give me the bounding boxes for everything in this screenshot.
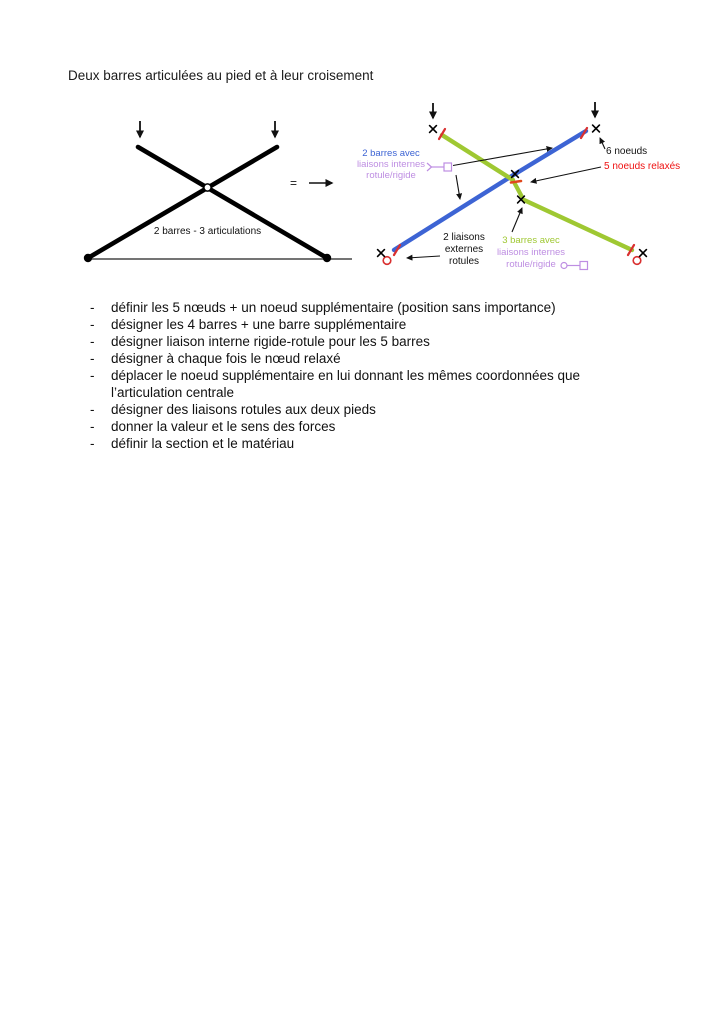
blue-bars-label-line1: 2 barres avec — [362, 148, 420, 159]
bar-left — [138, 147, 327, 258]
central-hinge-icon — [204, 184, 211, 191]
list-dash: - — [90, 419, 95, 434]
green-bars-label-line1: 3 barres avec — [502, 235, 560, 246]
list-item-text: déplacer le noeud supplémentaire en lui donnant les mêmes coordonnées que — [111, 368, 581, 383]
list-item — [90, 435, 635, 452]
blue-bars-label — [343, 148, 439, 181]
list-item-text: donner la valeur et le sens des forces — [111, 419, 336, 434]
blue-bars-label-line2: liaisons internes — [356, 159, 426, 170]
list-item-text: désigner des liaisons rotules aux deux pieds — [111, 402, 376, 417]
list-item — [90, 418, 635, 435]
external-links-line3: rotules — [448, 256, 479, 267]
list-item — [90, 401, 635, 418]
equals-sign: = — [290, 176, 298, 190]
green-bars-label-line3: rotule/rigide — [506, 259, 556, 270]
central-relaxed-tick-icon — [511, 181, 521, 183]
list-item — [90, 299, 635, 316]
green-bar-1 — [442, 135, 513, 180]
green-bars-label — [488, 235, 574, 271]
list-dash: - — [90, 368, 95, 383]
list-item-text: définir la section et le matériau — [111, 436, 295, 451]
list-item-text: définir les 5 nœuds + un noeud supplémentaire (position sans importance) — [111, 300, 556, 315]
external-hinge-icon — [383, 257, 391, 265]
support-pin-right — [323, 254, 331, 262]
list-item-text: l’articulation centrale — [111, 385, 235, 400]
list-item — [90, 367, 635, 401]
external-hinge-icon — [633, 257, 641, 265]
list-item-text: désigner les 4 barres + une barre supplémentaire — [111, 317, 407, 332]
force-arrow-icon — [433, 102, 595, 118]
list-item — [90, 316, 635, 333]
list-dash: - — [90, 351, 95, 366]
list-item — [90, 333, 635, 350]
list-item — [90, 350, 635, 367]
bar-right — [88, 147, 277, 258]
list-item-text: désigner à chaque fois le nœud relaxé — [111, 351, 341, 366]
force-arrow-icon — [140, 121, 275, 137]
relaxed-nodes-label: 5 noeuds relaxés — [604, 161, 681, 172]
green-bars-label-line2: liaisons internes — [496, 247, 566, 258]
left-truss-diagram — [84, 121, 352, 262]
list-dash: - — [90, 436, 95, 451]
left-diagram-caption: 2 barres - 3 articulations — [153, 226, 262, 237]
list-dash: - — [90, 334, 95, 349]
green-bar-link — [515, 183, 522, 196]
list-dash: - — [90, 317, 95, 332]
external-links-line1: 2 liaisons — [443, 232, 485, 243]
support-pin-left — [84, 254, 92, 262]
external-links-line2: externes — [444, 244, 484, 255]
page-title: Deux barres articulées au pied et à leur croisement — [68, 68, 374, 83]
blue-bars-label-line3: rotule/rigide — [366, 170, 416, 181]
list-dash: - — [90, 300, 95, 315]
list-dash: - — [90, 402, 95, 417]
instruction-list — [90, 299, 635, 452]
list-item-text: désigner liaison interne rigide-rotule pour les 5 barres — [111, 334, 430, 349]
nodes-count-label: 6 noeuds — [606, 146, 648, 157]
